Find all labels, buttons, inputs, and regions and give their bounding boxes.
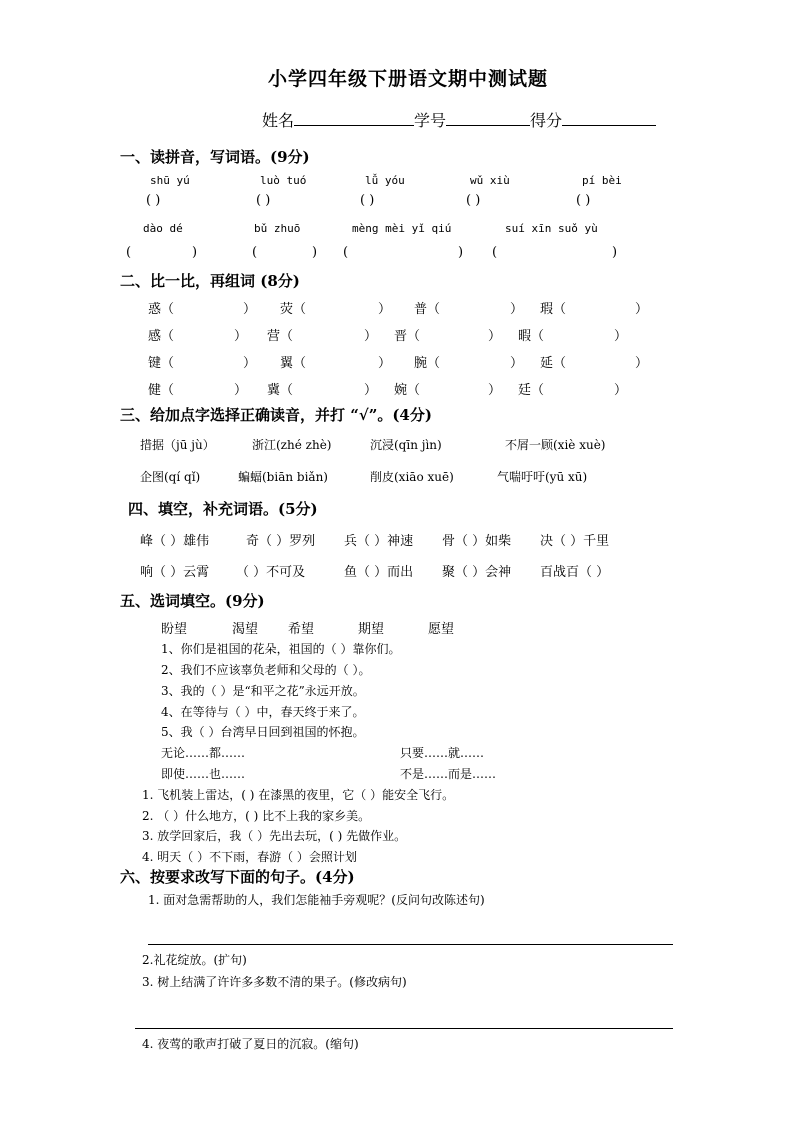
word-option-1: 盼望 — [161, 622, 188, 637]
sentence-4: 4、在等待与（ ）中，春天终于来了。 — [161, 705, 365, 719]
word-option-5: 愿望 — [428, 622, 455, 637]
fill-item-9: 聚（ ）会神 — [442, 565, 512, 580]
reading-item-4: 不屑一顾(xiè xuè) — [505, 438, 606, 452]
fill-item-8: 鱼（ ）而出 — [344, 565, 414, 580]
conjunction-item-4: 4. 明天（ ）不下雨，春游（ ）会照计划 — [142, 850, 357, 864]
section-5-heading: 五、选词填空。(9分) — [120, 592, 265, 610]
answer-blank-7-close: ) — [312, 245, 318, 260]
sentence-3: 3、我的（ ）是“和平之花”永远开放。 — [161, 684, 365, 698]
reading-item-5: 企图(qí qǐ) — [140, 470, 201, 484]
reading-item-2: 浙江(zhé zhè) — [252, 438, 332, 452]
conjunction-item-2: 2. （ ）什么地方，( ) 比不上我的家乡美。 — [142, 809, 371, 823]
compare-char-4-1: 健（ — [148, 383, 175, 398]
rewrite-question-3: 3. 树上结满了许许多多数不清的果子。(修改病句) — [142, 975, 407, 989]
reading-item-8: 气喘吁吁(yū xū) — [497, 470, 588, 484]
answer-blank-1[interactable]: ( ) — [146, 193, 161, 208]
answer-blank-3[interactable]: ( ) — [360, 193, 375, 208]
compare-char-2-2: 营（ — [267, 329, 294, 344]
answer-line-1[interactable] — [148, 944, 673, 945]
pinyin-9: suí xīn suǒ yù — [505, 222, 598, 235]
conjunction-2: 只要……就…… — [400, 746, 485, 760]
pinyin-1: shū yú — [150, 174, 190, 187]
reading-item-1: 措据（jū jù） — [140, 438, 215, 452]
fill-item-10: 百战百（ ） — [540, 565, 610, 580]
fill-item-6: 响（ ）云霄 — [140, 565, 210, 580]
answer-blank-7-open[interactable]: ( — [252, 245, 258, 260]
fill-item-3: 兵（ ）神速 — [344, 534, 414, 549]
conjunction-item-1: 1. 飞机装上雷达，( ) 在漆黑的夜里，它（ ）能安全飞行。 — [142, 788, 455, 802]
compare-char-3-1: 键（ — [148, 356, 175, 371]
fill-item-5: 决（ ）千里 — [540, 534, 610, 549]
section-1-heading: 一、读拼音，写词语。(9分) — [120, 148, 310, 166]
conjunction-1: 无论……都…… — [161, 746, 246, 760]
reading-item-7: 削皮(xiāo xuē) — [370, 470, 454, 484]
score-label: 得分 — [530, 111, 563, 130]
section-6-heading: 六、按要求改写下面的句子。(4分) — [120, 868, 355, 886]
compare-char-4-4: 廷（ — [518, 383, 545, 398]
number-field[interactable] — [446, 111, 530, 126]
answer-blank-2[interactable]: ( ) — [256, 193, 271, 208]
number-label: 学号 — [414, 111, 447, 130]
sentence-5: 5、我（ ）台湾早日回到祖国的怀抱。 — [161, 725, 365, 739]
answer-blank-8-close: ) — [458, 245, 464, 260]
answer-blank-5[interactable]: ( ) — [576, 193, 591, 208]
compare-char-2-3: 晋（ — [394, 329, 421, 344]
pinyin-3: lǚ yóu — [365, 174, 405, 187]
reading-item-3: 沉浸(qīn jìn) — [370, 438, 442, 452]
answer-blank-6-close: ) — [192, 245, 198, 260]
conjunction-3: 即使……也…… — [161, 767, 246, 781]
word-option-3: 希望 — [288, 622, 315, 637]
compare-char-1-2: 荧（ — [280, 302, 307, 317]
answer-blank-9-close: ) — [612, 245, 618, 260]
conjunction-4: 不是……而是…… — [400, 767, 497, 781]
compare-char-4-3: 婉（ — [394, 383, 421, 398]
fill-item-7: （ ）不可及 — [236, 565, 306, 580]
answer-blank-4[interactable]: ( ) — [466, 193, 481, 208]
answer-blank-8-open[interactable]: ( — [343, 245, 349, 260]
answer-blank-9-open[interactable]: ( — [492, 245, 498, 260]
compare-char-2-4: 暇（ — [518, 329, 545, 344]
sentence-2: 2、我们不应该辜负老师和父母的（ ）。 — [161, 663, 371, 677]
pinyin-5: pí bèi — [582, 174, 622, 187]
compare-char-3-2: 翼（ — [280, 356, 307, 371]
fill-item-1: 峰（ ）雄伟 — [140, 534, 210, 549]
answer-line-2[interactable] — [135, 1028, 673, 1029]
compare-char-3-3: 腕（ — [414, 356, 441, 371]
compare-char-1-3: 普（ — [414, 302, 441, 317]
section-4-heading: 四、填空，补充词语。(5分) — [128, 500, 318, 518]
compare-char-1-1: 惑（ — [148, 302, 175, 317]
name-field[interactable] — [294, 111, 414, 126]
rewrite-question-2: 2.礼花绽放。(扩句) — [142, 953, 247, 967]
sentence-1: 1、你们是祖国的花朵，祖国的（ ）靠你们。 — [161, 642, 401, 656]
fill-item-2: 奇（ ）罗列 — [246, 534, 316, 549]
compare-char-3-4: 延（ — [540, 356, 567, 371]
page-title: 小学四年级下册语文期中测试题 — [268, 68, 549, 90]
pinyin-2: luò tuó — [260, 174, 307, 187]
reading-item-6: 蝙蝠(biān biǎn) — [238, 470, 328, 484]
pinyin-7: bǔ zhuō — [254, 222, 301, 235]
score-field[interactable] — [562, 111, 656, 126]
rewrite-question-1: 1. 面对急需帮助的人，我们怎能袖手旁观呢？(反问句改陈述句) — [148, 893, 485, 907]
compare-char-2-1: 感（ — [148, 329, 175, 344]
pinyin-6: dào dé — [143, 222, 183, 235]
pinyin-8: mèng mèi yǐ qiú — [352, 222, 452, 235]
compare-char-4-2: 冀（ — [267, 383, 294, 398]
name-label: 姓名 — [262, 111, 295, 130]
answer-blank-6-open[interactable]: ( — [126, 245, 132, 260]
student-info-line — [262, 108, 656, 131]
rewrite-question-4: 4. 夜莺的歌声打破了夏日的沉寂。(缩句) — [142, 1037, 359, 1051]
word-option-4: 期望 — [358, 622, 385, 637]
section-3-heading: 三、给加点字选择正确读音，并打 “√”。(4分) — [120, 406, 432, 424]
word-option-2: 渴望 — [232, 622, 259, 637]
section-2-heading: 二、比一比，再组词 (8分) — [120, 272, 300, 290]
pinyin-4: wǔ xiù — [470, 174, 510, 187]
conjunction-item-3: 3. 放学回家后，我（ ）先出去玩，( ) 先做作业。 — [142, 829, 407, 843]
fill-item-4: 骨（ ）如柴 — [442, 534, 512, 549]
compare-char-1-4: 瑕（ — [540, 302, 567, 317]
